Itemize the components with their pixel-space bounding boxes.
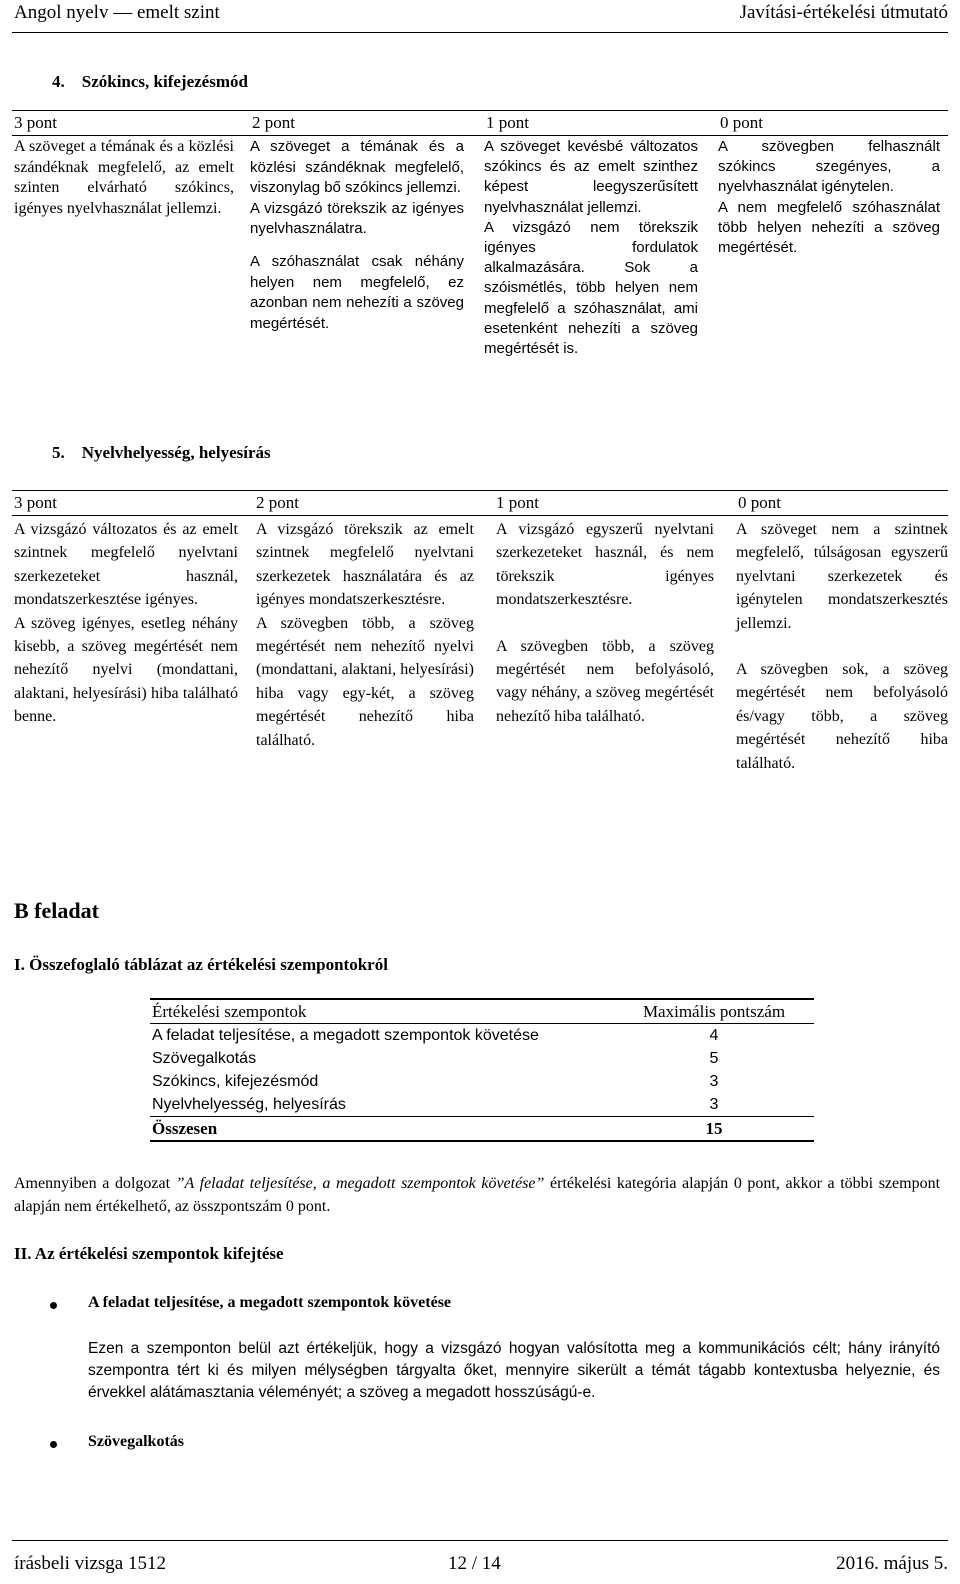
section4-col-3: 3 pont [14, 113, 57, 132]
section4-cell-2pt: A szöveget a témának és a közlési szándéknak megfelelő, viszonylag bő szókincs jellemzi. A vizsgázó törekszik az igényes nyelvhasználatra. A szóhasználat csak néhány helyen nem megfelelő, ez azonban nem nehezíti a szöveg megértését. [250, 138, 464, 332]
page-number: 12 / 14 [448, 1553, 501, 1574]
section4-cell-3pt: A szöveget a témának és a közlési szándéknak megfelelő, az emelt szinten elvárható szókincs, igényes nyelvhasználat jellemzi. [14, 138, 234, 217]
summary-table-header [150, 999, 814, 1024]
summary-table [150, 998, 814, 1142]
table-row [150, 1093, 814, 1117]
table-row [150, 1047, 814, 1070]
footer-right: 2016. május 5. [836, 1553, 948, 1574]
section5-col-3: 3 pont [14, 493, 57, 512]
section4-col-0: 0 pont [720, 113, 763, 132]
total-points: 15 [705, 1119, 723, 1138]
section5-title: 5. Nyelvhelyesség, helyesírás [52, 443, 271, 462]
summary-table-title: I. Összefoglaló táblázat az értékelési szempontokról [14, 955, 388, 974]
bullet-text-composition: Szövegalkotás [88, 1433, 184, 1450]
section5-col-0: 0 pont [738, 493, 781, 512]
criteria-points: 3 [709, 1096, 719, 1113]
header-right: Javítási-értékelési útmutató [739, 2, 948, 23]
criteria-name: A feladat teljesítése, a megadott szempontok követése [152, 1027, 539, 1044]
criteria-name: Szókincs, kifejezésmód [152, 1073, 319, 1090]
table-row [150, 1070, 814, 1093]
header-rule [12, 32, 948, 33]
summary-total-row [150, 1117, 814, 1142]
zero-point-note: Amennyiben a dolgozat ”A feladat teljesítése, a megadott szempontok követése” értékelési kategória alapján 0 pont, akkor a többi szempont alapján nem értékelhető, az összpontszám 0 pont. [14, 1175, 941, 1215]
section5-col-1: 1 pont [496, 493, 539, 512]
summary-head-criteria: Értékelési szempontok [152, 1002, 307, 1021]
section5-header-rule [12, 515, 948, 516]
footer-left: írásbeli vizsga 1512 [14, 1553, 166, 1574]
bullet-icon [50, 1441, 57, 1448]
section5-top-rule [12, 490, 948, 491]
header-left: Angol nyelv — emelt szint [14, 2, 220, 23]
section4-title: 4. Szókincs, kifejezésmód [52, 72, 248, 91]
section2-title: II. Az értékelési szempontok kifejtése [14, 1244, 284, 1263]
section4-cell-0pt: A szövegben felhasznált szókincs szegényes, a nyelvhasználat igénytelen. A nem megfelelő szóhasználat több helyen nehezíti a szöveg megértését. [718, 138, 940, 257]
criteria-name: Nyelvhelyesség, helyesírás [152, 1096, 346, 1113]
section4-header-rule [12, 135, 948, 136]
section4-col-2: 2 pont [252, 113, 295, 132]
total-label: Összesen [152, 1119, 218, 1138]
task-completion-text: Ezen a szemponton belül azt értékeljük, hogy a vizsgázó hogyan valósította meg a kommunikációs célt; hány irányító szempontra tért ki és milyen mélységben tárgyalta őket, mennyire sikerült a témát tágabb kontextusba helyeznie, és érvekkel alátámasztania véleményét; a szöveg a megadott hosszúságú-e. [88, 1340, 940, 1401]
criteria-name: Szövegalkotás [152, 1050, 257, 1067]
summary-head-max: Maximális pontszám [642, 1002, 786, 1021]
b-feladat-title: B feladat [14, 898, 99, 923]
section4-col-1: 1 pont [486, 113, 529, 132]
criteria-points: 4 [709, 1027, 719, 1044]
section5-cell-1pt: A vizsgázó egyszerű nyelvtani szerkezeteket használ, és nem törekszik igényes mondatszerkesztésre. A szövegben több, a szöveg megértését nem befolyásoló, vagy néhány, a szöveg megértését nehezítő hiba található. [496, 521, 714, 725]
section5-cell-0pt: A szöveget nem a szintnek megfelelő, túlságosan egyszerű nyelvtani szerkezetek és igénytelen mondatszerkesztés jellemzi. A szövegben sok, a szöveg megértését nem befolyásoló és/vagy több, a szöveg megértését nehezítő hiba található. [736, 521, 948, 772]
section4-cell-1pt: A szöveget kevésbé változatos szókincs és az emelt szinthez képest leegyszerűsített nyelvhasználat jellemzi. A vizsgázó nem törekszik igényes fordulatok alkalmazására. Sok a szóismétlés, több helyen nem megfelelő a szóhasználat, ami esetenként nehezíti a szöveg megértését is. [484, 138, 698, 358]
section5-col-2: 2 pont [256, 493, 299, 512]
section5-cell-2pt: A vizsgázó törekszik az emelt szintnek megfelelő nyelvtani szerkezetek használatára és az igényes mondatszerkesztésre. A szövegben több, a szöveg megértését nem nehezítő nyelvi (mondattani, alaktani, helyesírási) hiba vagy egy-két, a szöveg megértését nehezítő hiba található. [256, 521, 474, 749]
bullet-icon [50, 1302, 57, 1309]
section5-cell-3pt: A vizsgázó változatos és az emelt szintnek megfelelő nyelvtani szerkezeteket használ, mondatszerkesztése igényes. A szöveg igényes, esetleg néhány kisebb, a szöveg megértését nem nehezítő nyelvi (mondattani, alaktani, helyesírási) hiba található benne. [14, 521, 238, 726]
table-row [150, 1024, 814, 1048]
bullet-task-completion: A feladat teljesítése, a megadott szempontok követése [88, 1294, 452, 1311]
section4-top-rule [12, 110, 948, 111]
footer-rule [12, 1540, 948, 1541]
criteria-points: 5 [709, 1050, 719, 1067]
criteria-points: 3 [709, 1073, 719, 1090]
